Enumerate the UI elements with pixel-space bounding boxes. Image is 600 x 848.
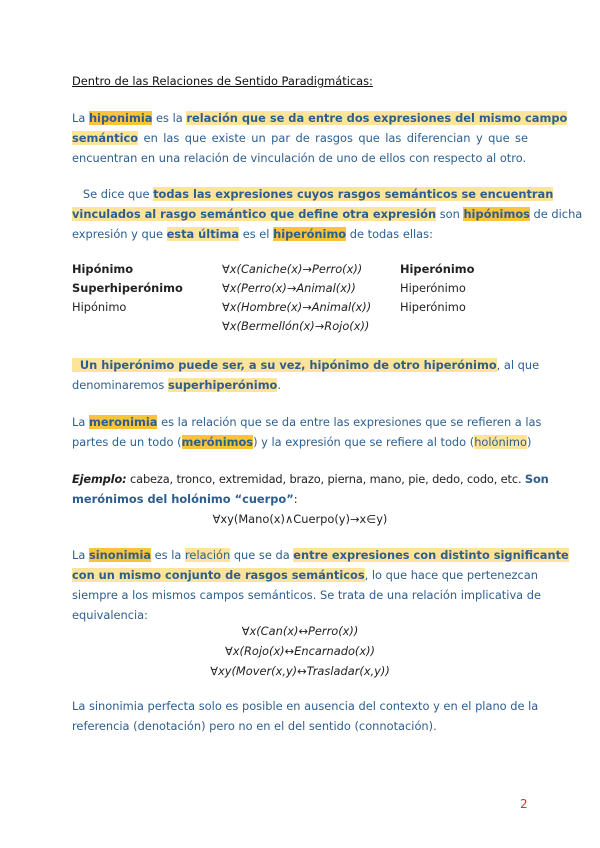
text-line: siempre a los mismos campos semánticos. Se trata de una relación implicativa de <box>72 588 542 602</box>
ejemplo-paragraph <box>72 469 549 529</box>
text-line: Se dice que todas las expresiones cuyos rasgos semánticos se encuentran <box>72 187 554 201</box>
text-line: encuentran en una relación de vinculación de uno de ellos con respecto al otro. <box>72 151 527 165</box>
text-line: Un hiperónimo puede ser, a su vez, hipónimo de otro hiperónimo, al que <box>72 358 540 372</box>
superhiperonimo-paragraph <box>72 355 540 395</box>
text-line: vinculados al rasgo semántico que define otra expresión son hipónimos de dicha <box>72 207 583 221</box>
hiponimos-paragraph <box>72 184 583 244</box>
ejemplo-label: Ejemplo: <box>72 472 127 486</box>
term-hiperonimo: hiperónimo <box>273 227 347 241</box>
text-line: con un mismo conjunto de rasgos semánticos, lo que hace que pertenezcan <box>72 568 538 582</box>
term-sinonimia: sinonimia <box>88 548 152 562</box>
table-row: Superhiperónimo ∀x(Perro(x)→Animal(x)) Hiperónimo <box>72 281 466 295</box>
text-line: semántico en las que existe un par de rasgos que las diferencian y que se <box>72 131 528 145</box>
text-line: La sinonimia perfecta solo es posible en ausencia del contexto y en el plano de la <box>72 699 539 713</box>
sinonimia-perfecta-paragraph <box>72 696 539 736</box>
meronimia-paragraph <box>72 412 542 452</box>
hiponimia-paragraph <box>72 108 568 168</box>
formula: ∀xy(Mano(x)∧Cuerpo(y)→x∈y) <box>212 512 388 526</box>
term-hiponimia: hiponimia <box>88 111 153 125</box>
term-meronimia: meronimia <box>88 415 158 429</box>
table-row: Hipónimo ∀x(Hombre(x)→Animal(x)) Hiperónimo <box>72 300 466 314</box>
text-line: expresión y que esta última es el hiperónimo de todas ellas: <box>72 227 433 241</box>
text-line: referencia (denotación) pero no en el del sentido (connotación). <box>72 719 437 733</box>
section-heading: Dentro de las Relaciones de Sentido Paradigmáticas: <box>72 74 373 88</box>
text-line: partes de un todo (merónimos) y la expresión que se refiere al todo (holónimo) <box>72 435 532 449</box>
text-line: Ejemplo: cabeza, tronco, extremidad, brazo, pierna, mano, pie, dedo, codo, etc. Son <box>72 472 549 486</box>
term-meronimos: merónimos <box>181 435 254 449</box>
highlighted-definition: todas las expresiones cuyos rasgos semánticos se encuentran <box>153 187 554 201</box>
formula: ∀xy(Mover(x,y)↔Trasladar(x,y)) <box>210 664 390 678</box>
page-number: 2 <box>520 797 528 811</box>
text-line: equivalencia: <box>72 608 148 622</box>
sinonimia-formulas <box>72 621 528 681</box>
table-row: ∀x(Bermellón(x)→Rojo(x)) <box>222 319 370 333</box>
term-hiponimos: hipónimos <box>463 207 530 221</box>
table-row: Hipónimo ∀x(Caniche(x)→Perro(x)) Hiperónimo <box>72 262 475 276</box>
relations-table <box>72 260 528 336</box>
formula: ∀x(Rojo(x)↔Encarnado(x)) <box>225 644 375 658</box>
text-line: La sinonimia es la relación que se da entre expresiones con distinto significante <box>72 548 569 562</box>
text-line: merónimos del holónimo “cuerpo”: <box>72 492 298 506</box>
term-holonimo: holónimo <box>474 435 527 449</box>
sinonimia-paragraph <box>72 545 569 625</box>
term-superhiperonimo: superhiperónimo <box>167 378 278 392</box>
highlighted-definition: relación que se da entre dos expresiones del mismo campo <box>186 111 568 125</box>
formula: ∀x(Can(x)↔Perro(x)) <box>241 624 359 638</box>
text-line: La hiponimia es la relación que se da entre dos expresiones del mismo campo <box>72 111 568 125</box>
text-line: La meronimia es la relación que se da entre las expresiones que se refieren a las <box>72 415 542 429</box>
highlighted-definition: entre expresiones con distinto significante <box>293 548 569 562</box>
text-line: denominaremos superhiperónimo. <box>72 378 282 392</box>
